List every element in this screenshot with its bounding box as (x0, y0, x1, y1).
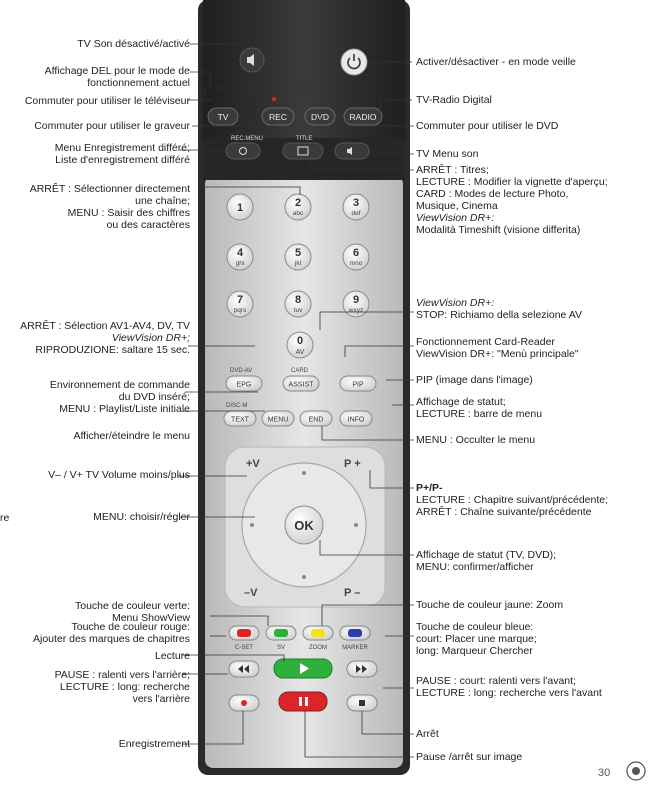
label-line: fonctionnement actuel (87, 77, 190, 89)
vol-minus-label[interactable]: –V (244, 587, 258, 599)
label-line: LECTURE : long: recherche vers l'avant (416, 687, 602, 699)
label-menu-toggle (73, 430, 190, 442)
label-tv-mute (77, 38, 190, 50)
digit-label: 7 (236, 294, 244, 306)
label-line: LECTURE : long: recherche (59, 681, 190, 693)
power-button[interactable] (341, 49, 367, 75)
label-line: Commuter pour utiliser le graveur (34, 120, 190, 132)
label-dvd-switch (416, 120, 558, 132)
label-tv-switch (25, 95, 190, 107)
rec-menu-button[interactable] (226, 143, 260, 159)
label-end (416, 434, 535, 446)
digit-letters: mno (349, 260, 363, 267)
digit-letters: wxyz (348, 307, 364, 314)
label-led (45, 65, 190, 89)
label-pip (416, 374, 533, 386)
record-icon (241, 700, 247, 706)
red-key-swatch (237, 629, 251, 637)
label-line: Musique, Cinema (416, 200, 498, 212)
label-line: Pause /arrêt sur image (416, 751, 523, 763)
label-rec-switch (34, 120, 190, 132)
label-line: V– / V+ TV Volume moins/plus (48, 469, 190, 481)
label-volume (48, 469, 190, 481)
label-yellow-key (416, 599, 563, 611)
dvd-av-caption: DVD-AV (230, 368, 253, 374)
label-line: ViewVision DR+: "Menù principale" (416, 348, 579, 360)
color-key-label: MARKER (342, 645, 368, 651)
title-button[interactable] (283, 143, 323, 159)
page-number-badge (596, 760, 650, 787)
label-line: Touche de couleur bleue: (416, 621, 534, 633)
digit-label: 1 (236, 202, 244, 214)
label-line: Ajouter des marques de chapitres (32, 633, 190, 645)
label-line: Menu Enregistrement différé; (54, 142, 190, 154)
stop-icon (359, 700, 365, 706)
label-line: court: Placer une marque; (416, 633, 537, 645)
digit-label: 8 (294, 294, 302, 306)
label-pause (416, 751, 522, 763)
label-forward (416, 675, 602, 699)
digit-label: 2 (294, 197, 302, 209)
digit-label: 9 (352, 294, 360, 306)
mode-button-label: TV (217, 112, 229, 122)
button-label: EPG (236, 381, 252, 389)
label-tv-menu-sound (416, 148, 478, 160)
label-line: LECTURE : Modifier la vignette d'aperçu; (416, 176, 608, 188)
label-line: MENU : Playlist/Liste initiale (59, 403, 190, 415)
label-line: Afficher/éteindre le menu (73, 430, 190, 442)
label-line: Liste d'enregistrement différé (55, 154, 190, 166)
label-line: MENU : Occulter le menu (416, 434, 536, 446)
digit-letters: tuv (293, 307, 303, 314)
label-card-reader (416, 336, 579, 360)
label-line: long: Marqueur Chercher (416, 645, 533, 657)
label-program (416, 482, 608, 518)
label-line: Touche de couleur rouge: (71, 621, 190, 633)
label-line: Environnement de commande (49, 379, 190, 391)
label-line: TV-Radio Digital (416, 94, 492, 106)
label-line: LECTURE : barre de menu (416, 408, 543, 420)
label-line: Affichage de statut (TV, DVD); (416, 549, 557, 561)
rec-menu-caption: REC.MENU (231, 136, 264, 142)
label-record (119, 738, 190, 750)
label-ok (416, 549, 556, 573)
label-line: TV Menu son (416, 148, 479, 160)
card-caption: CARD (291, 368, 309, 374)
label-blue-key (416, 621, 537, 657)
digit-letters: def (351, 210, 361, 217)
label-line: ARRÊT : Sélectionner directement (29, 183, 190, 195)
button-label: INFO (347, 416, 365, 424)
label-info (416, 396, 542, 420)
color-key-label: SV (276, 645, 286, 651)
label-line: PIP (image dans l'image) (416, 374, 533, 386)
label-dvd-env (50, 379, 190, 415)
yellow-key-swatch (311, 629, 325, 637)
label-line: Fonctionnement Card-Reader (416, 336, 555, 348)
label-line: MENU: choisir/régler (93, 511, 190, 523)
green-key-swatch (274, 629, 288, 637)
button-label: MENU (267, 416, 289, 424)
digit-letters: jkl (294, 260, 302, 267)
label-line: Modalità Timeshift (visione differita) (416, 224, 581, 236)
label-stop (416, 728, 439, 740)
label-line: une chaîne; (135, 195, 190, 207)
digit-letters: pqrs (233, 307, 247, 314)
label-line: P+/P- (416, 482, 443, 494)
label-line: CARD : Modes de lecture Photo, (416, 188, 569, 200)
color-key-label: ZOOM (309, 645, 327, 651)
label-rewind (55, 669, 190, 705)
label-line: ViewVision DR+: (416, 212, 495, 224)
button-label: END (308, 416, 324, 424)
label-line: Touche de couleur verte: (75, 600, 190, 612)
digit-letters: ghi (235, 260, 245, 267)
title-caption: TITLE (296, 136, 313, 142)
blue-key-swatch (348, 629, 362, 637)
label-line: Activer/désactiver - en mode veille (416, 56, 576, 68)
label-rec-menu (55, 142, 190, 166)
digit-label: 0 (296, 335, 304, 347)
label-line: MENU : Saisir des chiffres (67, 207, 190, 219)
label-line: Touche de couleur jaune: Zoom (416, 599, 564, 611)
label-red-key (33, 621, 190, 645)
label-line: TV Son désactivé/activé (77, 38, 190, 50)
label-line: Commuter pour utiliser le téléviseur (24, 95, 190, 107)
label-line: ViewVision DR+; (111, 332, 190, 344)
stray-text: re (0, 512, 10, 524)
label-line: Menu ShowView (111, 612, 190, 624)
label-radio (416, 94, 492, 106)
label-line: ARRÊT : Titres; (416, 164, 489, 176)
pause-button[interactable] (279, 692, 327, 711)
label-av-select (20, 320, 190, 356)
prog-minus-label[interactable]: P – (344, 587, 361, 599)
label-line: Commuter pour utiliser le DVD (416, 120, 559, 132)
label-line: du DVD inséré; (118, 391, 190, 403)
label-line: PAUSE : ralenti vers l'arrière; (54, 669, 190, 681)
mode-button-label: DVD (311, 112, 329, 122)
label-play (155, 650, 190, 662)
label-line: PAUSE : court: ralenti vers l'avant; (416, 675, 576, 687)
color-key-label: C-SET (235, 645, 253, 651)
digit-label: 3 (352, 197, 360, 209)
vol-plus-label[interactable]: +V (246, 458, 260, 470)
label-line: RIPRODUZIONE: saltare 15 sec. (35, 344, 190, 356)
label-title-stop (416, 164, 608, 236)
label-stop-select (30, 183, 190, 231)
button-label: TEXT (231, 416, 249, 424)
digit-label: 6 (352, 247, 360, 259)
label-line: ARRÊT : Sélection AV1-AV4, DV, TV (20, 320, 190, 332)
digit-label: 4 (236, 247, 244, 259)
digit-label: 5 (294, 247, 302, 259)
label-line: Affichage DEL pour le mode de (44, 65, 190, 77)
label-line: STOP: Richiamo della selezione AV (416, 309, 582, 321)
mode-button-label: REC (269, 112, 287, 122)
label-line: Enregistrement (118, 738, 190, 750)
label-line: vers l'arrière (132, 693, 190, 705)
button-label: PIP (352, 381, 364, 389)
label-line: ViewVision DR+: (416, 297, 495, 309)
prog-plus-label[interactable]: P + (344, 458, 361, 470)
digit-letters: abc (292, 210, 304, 217)
label-menu-choose (93, 511, 190, 523)
label-line: LECTURE : Chapitre suivant/précédente; (416, 494, 609, 506)
button-label: ASSIST (288, 381, 314, 389)
label-power (416, 56, 576, 68)
label-line: MENU: confirmer/afficher (416, 561, 534, 573)
disc-m-caption: DISC-M (226, 403, 248, 409)
mode-button-label: RADIO (349, 112, 377, 122)
label-line: Affichage de statut; (416, 396, 506, 408)
label-line: ou des caractères (106, 219, 190, 231)
ok-label: OK (294, 518, 314, 533)
led-indicator (272, 97, 276, 101)
label-av-recall (416, 297, 582, 321)
label-line: Arrêt (416, 728, 439, 740)
label-line: ARRÊT : Chaîne suivante/précédente (416, 506, 592, 518)
label-line: Lecture (154, 650, 190, 662)
digit-letters: AV (295, 349, 305, 356)
page-number: 30 (598, 767, 611, 779)
